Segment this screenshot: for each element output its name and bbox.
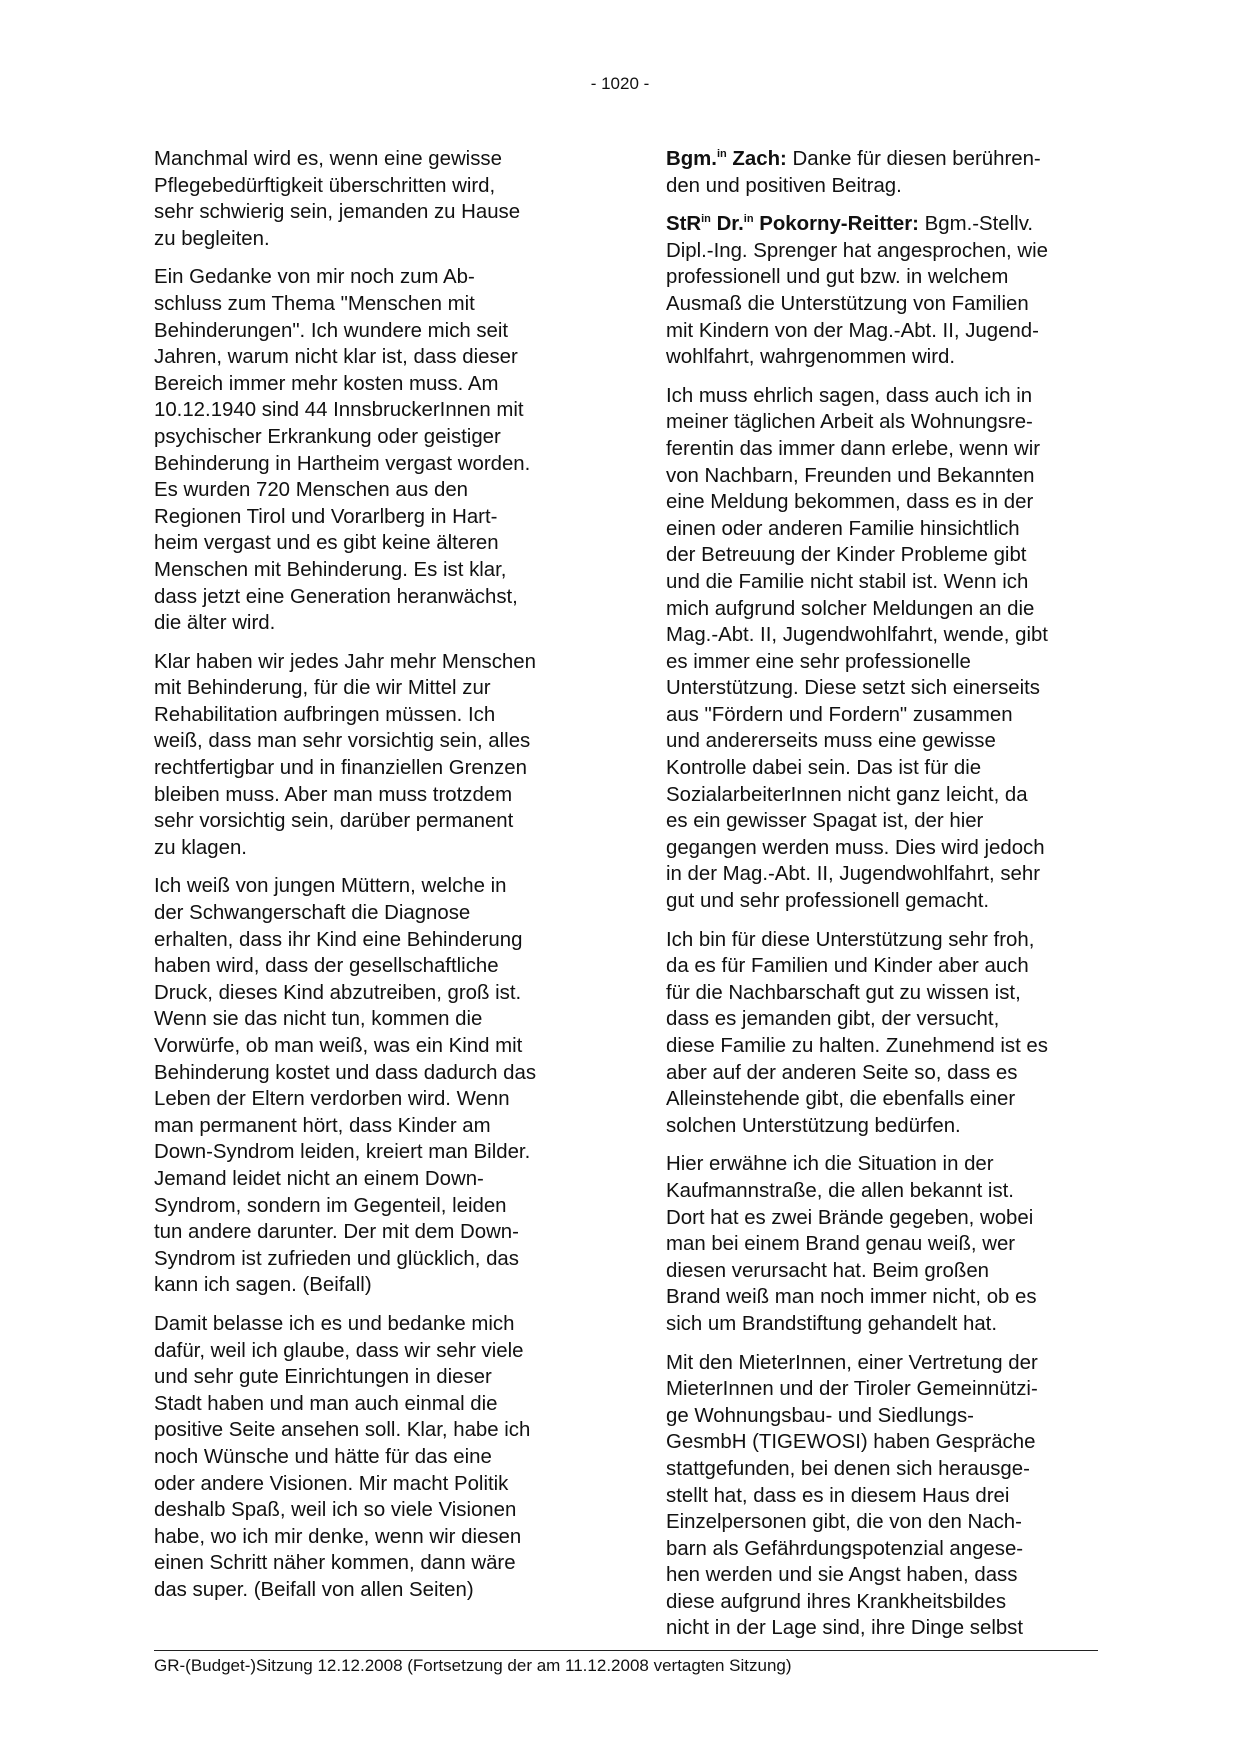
paragraph: Manchmal wird es, wenn eine gewisse Pflegebedürftigkeit überschritten wird, sehr schwierig sein, jemanden zu Hause zu begleiten. xyxy=(154,148,521,250)
paragraph: Hier erwähne ich die Situation in der Kaufmannstraße, die allen bekannt ist. Dort hat es zwei Brände gegeben, wobei man bei einem Brand genau weiß, wer diesen verursacht hat. Beim großen Brand weiß man noch immer nicht, ob es sich um Brandstiftung gehandelt hat. xyxy=(666,1153,1037,1335)
paragraph: Ein Gedanke von mir noch zum Ab- schluss zum Thema "Menschen mit Behinderungen". Ich wundere mich seit Jahren, warum nicht klar ist, dass dieser Bereich immer mehr kosten muss. Am 10.12.1940 sind 44 InnsbruckerInnen mit psychischer Erkrankung oder geistiger Behinderung in Hartheim vergast worden. Es wurden 720 Menschen aus den Regionen Tirol und Vorarlberg in Hart- heim vergast und es gibt keine älteren Menschen mit Behinderung. Es ist klar, dass jetzt eine Generation heranwächst, die älter wird. xyxy=(154,266,531,635)
speech-text: Bgm.-Stellv. Dipl.-Ing. Sprenger hat angesprochen, wie professionell und gut bzw. in welchem Ausmaß die Unterstützung von Familien mit Kindern von der Mag.-Abt. II, Jugend- wohlfahrt, wahrgenommen wird. xyxy=(666,213,1048,369)
paragraph: Ich muss ehrlich sagen, dass auch ich in meiner täglichen Arbeit als Wohnungsre- ferentin das immer dann erlebe, wenn wir von Nachbarn, Freunden und Bekannten eine Meldung bekommen, dass es in der einen oder anderen Familie hinsichtlich der Betreuung der Kinder Probleme gibt und die Familie nicht stabil ist. Wenn ich mich aufgrund solcher Meldungen an die Mag.-Abt. II, Jugendwohlfahrt, wende, gibt es immer eine sehr professionelle Unterstützung. Diese setzt sich einerseits aus "Fördern und Fordern" zusammen und andererseits muss eine gewisse Kontrolle dabei sein. Das ist für die SozialarbeiterInnen nicht ganz leicht, da es ein gewisser Spagat ist, der hier gegangen werden muss. Dies wird jedoch in der Mag.-Abt. II, Jugendwohlfahrt, sehr gut und sehr professionell gemacht. xyxy=(666,384,1048,913)
paragraph: Damit belasse ich es und bedanke mich dafür, weil ich glaube, dass wir sehr viele und sehr gute Einrichtungen in dieser Stadt haben und man auch einmal die positive Seite ansehen soll. Klar, habe ich noch Wünsche und hätte für das eine oder andere Visionen. Mir macht Politik deshalb Spaß, weil ich so viele Visionen habe, wo ich mir denke, wenn wir diesen einen Schritt näher kommen, dann wäre das super. (Beifall von allen Seiten) xyxy=(154,1312,531,1601)
paragraph: Ich weiß von jungen Müttern, welche in der Schwangerschaft die Diagnose erhalten, dass ihr Kind eine Behinderung haben wird, dass der gesellschaftliche Druck, dieses Kind abzutreiben, groß ist. Wenn sie das nicht tun, kommen die Vorwürfe, ob man weiß, was ein Kind mit Behinderung kostet und dass dadurch das Leben der Eltern verdorben wird. Wenn man permanent hört, dass Kinder am Down-Syndrom leiden, kreiert man Bilder. Jemand leidet nicht an einem Down- Syndrom, sondern im Gegenteil, leiden tun andere darunter. Der mit dem Down- Syndrom ist zufrieden und glücklich, das kann ich sagen. (Beifall) xyxy=(154,875,537,1297)
left-column xyxy=(154,146,594,1615)
paragraph: Mit den MieterInnen, einer Vertretung der MieterInnen und der Tiroler Gemeinnützi- ge Wohnungsbau- und Siedlungs- GesmbH (TIGEWOSI) haben Gespräche stattgefunden, bei denen sich herausge- stellt hat, dass es in diesem Haus drei Einzelpersonen gibt, die von den Nach- barn als Gefährdungspotenzial angese- hen werden und sie Angst haben, dass diese aufgrund ihres Krankheitsbildes nicht in der Lage sind, ihre Dinge selbst xyxy=(666,1351,1038,1640)
speech-zach xyxy=(666,146,1106,199)
speech-pokorny-reitter xyxy=(666,211,1106,371)
speaker-name-zach: Bgm.$^{in}$ Zach: xyxy=(666,148,787,170)
speaker-name-pokorny-reitter: StR$^{in}$ Dr.$^{in}$ Pokorny-Reitter: xyxy=(666,213,919,236)
footer-divider xyxy=(154,1650,1098,1651)
page-number: - 1020 - xyxy=(590,74,650,93)
paragraph: Ich bin für diese Unterstützung sehr froh, da es für Familien und Kinder aber auch für die Nachbarschaft gut zu wissen ist, dass es jemanden gibt, der versucht, diese Familie zu halten. Zunehmend ist es aber auf der anderen Seite so, dass es Alleinstehende gibt, die ebenfalls einer solchen Unterstützung bedürfen. xyxy=(666,928,1048,1137)
footer-session-info: GR-(Budget-)Sitzung 12.12.2008 (Fortsetzung der am 11.12.2008 vertagten Sitzung) xyxy=(154,1656,792,1675)
paragraph: Klar haben wir jedes Jahr mehr Menschen mit Behinderung, für die wir Mittel zur Rehabilitation aufbringen müssen. Ich weiß, dass man sehr vorsichtig sein, alles rechtfertigbar und in finanziellen Grenzen bleiben muss. Aber man muss trotzdem sehr vorsichtig sein, darüber permanent zu klagen. xyxy=(154,650,536,859)
right-column xyxy=(666,146,1106,1654)
speech-text: Danke für diesen berühren- den und positiven Beitrag. xyxy=(666,148,1041,197)
